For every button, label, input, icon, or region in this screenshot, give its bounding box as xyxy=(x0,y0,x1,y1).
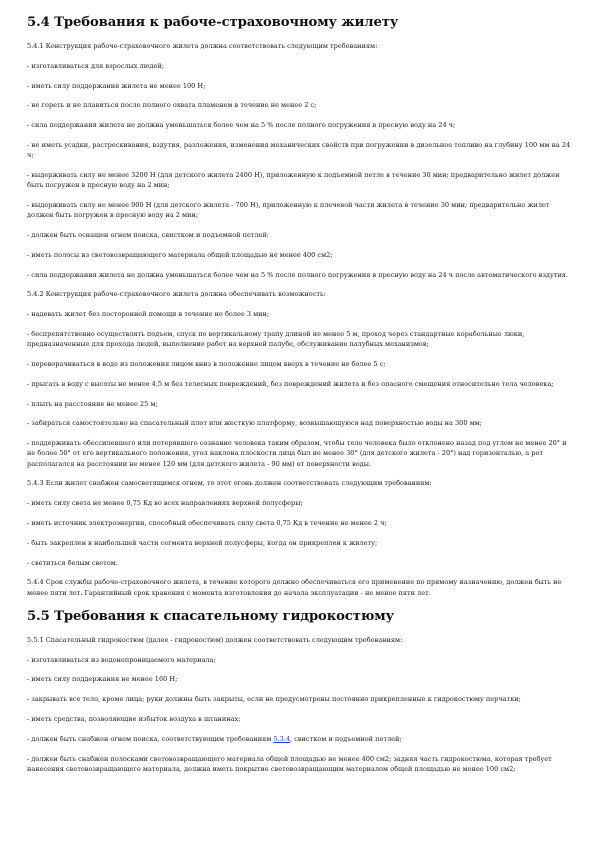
list-item: - изготавливаться из водонепроницаемого материала; xyxy=(27,655,216,664)
list-item-text: - должен быть снабжен огнем поиска, соответствующим требованиям xyxy=(27,734,274,743)
list-item: - не гореть и не плавиться после полного охвата пламенем в течение не менее 2 с; xyxy=(27,101,317,110)
list-item: - иметь силу поддержания жилета не менее 100 Н; xyxy=(27,81,206,90)
list-item: - прыгать в воду с высоты не менее 4,5 м без телесных повреждений, без повреждений жилета и без опасного смещения относительно тела человека; xyxy=(27,379,554,388)
paragraph-5-4-2: 5.4.2 Конструкция рабоче-страховочного жилета должна обеспечивать возможность: xyxy=(27,290,326,299)
list-item: - быть закреплен в наибольшей части сегмента верхней полусферы, когда он прикреплен к жилету; xyxy=(27,538,378,547)
list-item: - сила поддержания жилета не должна уменьшаться более чем на 5 % после полного погружения в пресную воду на 24 ч после автоматического вздутия. xyxy=(27,270,569,279)
list-item-text: , свистком и подъемной петлей; xyxy=(290,734,402,743)
list-item: - беспрепятственно осуществлять подъем, спуск по вертикальному трапу длиной не менее 5 м, проход через стандартные корабельные люки, предназначенные для прохода людей, выполнение работ на верхней палубе, обслуживание палубных механизмов; xyxy=(27,329,525,349)
list-item: - сила поддержания жилета не должна уменьшаться более чем на 5 % после полного погружения в пресную воду на 24 ч; xyxy=(27,121,456,130)
list-item: - светиться белым светом. xyxy=(27,558,118,567)
list-item: - должен быть снабжен полосками световозвращающего материала общей площадью не менее 400 см2; задняя часть гидрокостюма, которая требует нанесения световозвращающего материала, должна иметь покрытие световозвращающим материалом общей площадью не менее 100 см2; xyxy=(27,754,552,773)
paragraph-5-4-1: 5.4.1 Конструкция рабоче-страховочного жилета должна соответствовать следующим требованиям: xyxy=(27,42,378,50)
list-item: - надевать жилет без посторонней помощи в течение не более 3 мин; xyxy=(27,310,270,319)
list-item: - выдерживать силу не менее 3200 Н (для детского жилета 2400 Н), приложенную к подъемной петле в течение 30 мин; предварительно жилет должен быть погружен в пресную воду на 2 мин; xyxy=(27,170,560,190)
list-item: - забираться самостоятельно на спасательный плот или жесткую платформу, возвышающуюся над поверхностью воды на 300 мм; xyxy=(27,419,482,428)
document-page xyxy=(27,14,572,784)
list-item: - иметь средства, позволяющие избыток воздуха в штанинах; xyxy=(27,714,241,723)
reference-link-5-3-4[interactable]: 5.3.4 xyxy=(273,734,291,743)
list-item: - переворачиваться в воде из положения лицом вниз в положение лицом вверх в течение не более 5 с; xyxy=(27,359,386,368)
list-item: - иметь силу поддержания не менее 160 Н; xyxy=(27,675,178,684)
list-item: - поддерживать обессилевшего или потерявшего сознание человека таким образом, чтобы тело человека было отклонено назад под углом не менее 20° и не более 50° от его вертикального положения, угол наклона плоскости лица был не менее 30° (для детского жилета - 20°) над горизонталью, а рот располагался на расстоянии не менее 120 мм (для детского жилета - 90 мм) от поверхности воды. xyxy=(27,439,567,468)
section-5-4-heading: 5.4 Требования к рабоче-страховочному жилету xyxy=(27,15,399,30)
list-item: - не иметь усадки, растрескивания, вздутия, разложения, изменения механических свойств при погружении в дизельное топливо на глубину 100 мм на 24 ч; xyxy=(27,140,571,160)
paragraph-5-4-4: 5.4.4 Срок службы рабоче-страховочного жилета, в течение которого должно обеспечиваться его применение по прямому назначению, должен быть не менее пяти лет. Гарантийный срок хранения с момента изготовления до начала эксплуатации - не менее пяти лет. xyxy=(27,578,562,597)
list-item: - выдерживать силу не менее 900 Н (для детского жилета - 700 Н), приложенную к плечевой части жилета в течение 30 мин; предварительно жилет должен быть погружен в пресную воду на 2 мин; xyxy=(27,200,550,220)
list-item: - иметь полосы из световозвращающего материала общей площадью не менее 400 см2; xyxy=(27,250,333,259)
list-item: - должен быть оснащен огнем поиска, свистком и подъемной петлей; xyxy=(27,230,270,239)
list-item: - иметь силу света не менее 0,75 Кд во всех направлениях верхней полусферы; xyxy=(27,499,303,508)
list-item: - иметь источник электроэнергии, способный обеспечивать силу света 0,75 Кд в течение не менее 2 ч; xyxy=(27,518,387,527)
list-item xyxy=(27,734,572,744)
list-item: - плыть на расстояние не менее 25 м; xyxy=(27,399,158,408)
section-5-5-heading: 5.5 Требования к спасательному гидрокостюму xyxy=(27,608,394,624)
list-item: - изготавливаться для взрослых людей; xyxy=(27,61,164,70)
paragraph-5-4-3: 5.4.3 Если жилет снабжен самосветящимся огнем, то этот огонь должен соответствовать следующим требованиям: xyxy=(27,479,432,488)
paragraph-5-5-1: 5.5.1 Спасательный гидрокостюм (далее - гидрокостюм) должен соответствовать следующим требованиям: xyxy=(27,635,403,644)
list-item: - закрывать все тело, кроме лица; руки должны быть закрыты, если не предусмотрены постоянно прикрепленные к гидрокостюму перчатки; xyxy=(27,695,521,704)
